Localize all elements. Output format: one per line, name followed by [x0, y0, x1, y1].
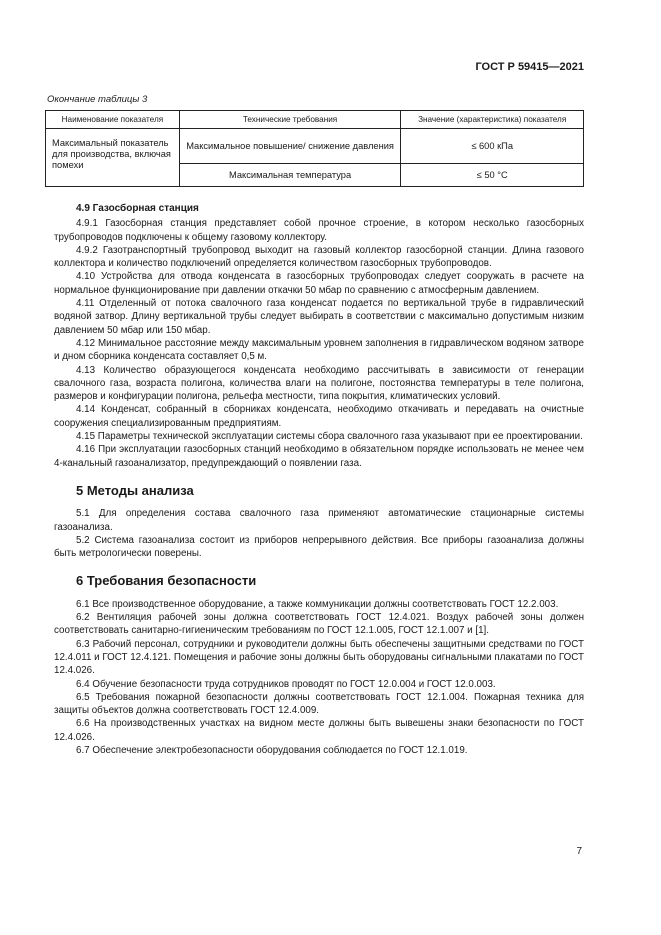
value-cell: ≤ 50 °С: [401, 164, 584, 187]
column-header-indicator: Наименование показателя: [46, 111, 180, 129]
paragraph: 6.5 Требования пожарной безопасности должны соответствовать ГОСТ 12.1.004. Пожарная техника для защиты объектов должна соответствовать ГОСТ 12.4.009.: [54, 691, 584, 717]
paragraph: 6.6 На производственных участках на видном месте должны быть вывешены знаки безопасности по ГОСТ 12.4.026.: [54, 718, 584, 743]
indicator-cell: Максимальный показатель для производства, включая помехи: [46, 129, 180, 187]
paragraph: 4.15 Параметры технической эксплуатации системы сбора свалочного газа указывают при ее проектировании.: [76, 431, 583, 443]
paragraph: 4.12 Минимальное расстояние между максимальным уровнем заполнения в гидравлическом водяном затворе и дном сборника конденсата составляет 0,5 м.: [54, 337, 584, 363]
requirements-table: [45, 110, 584, 187]
requirement-cell: Максимальное повышение/ снижение давления: [179, 129, 401, 164]
column-header-value: Значение (характеристика) показателя: [401, 111, 584, 129]
section-heading: 4.9 Газосборная станция: [76, 203, 199, 214]
table-header-row: [46, 111, 584, 129]
paragraph: 4.11 Отделенный от потока свалочного газа конденсат подается по вертикальной трубе в гидравлический водяной затвор. Длину вертикальной трубы следует выбирать в соответствии с максимально допустимым низким давлением 50 мбар или 150 мбар.: [54, 298, 584, 336]
paragraph: 6.2 Вентиляция рабочей зоны должна соответствовать ГОСТ 12.4.021. Воздух рабочей зоны должен соответствовать санитарно-гигиеническим требованиям по ГОСТ 12.1.005, ГОСТ 12.1.007 и [1].: [54, 612, 584, 637]
section-heading: 5 Методы анализа: [76, 482, 194, 498]
paragraph: 4.10 Устройства для отвода конденсата в газосборных трубопроводах следует сооружать в расчете на нормальное функционирование при давлении откачки 50 мбар по сравнению с атмосферным давлением.: [54, 271, 584, 296]
table-row: [46, 129, 584, 164]
page-number: 7: [576, 846, 582, 857]
paragraph: 4.9.1 Газосборная станция представляет собой прочное строение, в котором несколько газосборных трубопроводов подключены к общему газовому коллектору.: [54, 218, 584, 243]
paragraph: 4.13 Количество образующегося конденсата необходимо рассчитывать в зависимости от генерации свалочного газа, возраста полигона, количества влаги на полигоне, постоянства температуры в теле полигона, размеров и конфигурации полигона, рельефа местности, типа покрытия, климатических условий.: [54, 364, 584, 403]
paragraph: 6.3 Рабочий персонал, сотрудники и руководители должны быть обеспечены защитными средствами по ГОСТ 12.4.011 и ГОСТ 12.4.121. Помещения и рабочие зоны должны быть оборудованы сигнальными плакатами по ГОСТ 12.4.026.: [54, 638, 584, 677]
table-caption: Окончание таблицы 3: [47, 94, 148, 105]
paragraph: 5.1 Для определения состава свалочного газа применяют автоматические стационарные системы газоанализа.: [54, 508, 584, 533]
value-cell: ≤ 600 кПа: [401, 129, 584, 164]
paragraph: 5.2 Система газоанализа состоит из приборов непрерывного действия. Все приборы газоанализа должны быть метрологически поверены.: [54, 534, 584, 560]
document-id: ГОСТ Р 59415—2021: [475, 61, 584, 73]
paragraph: 4.14 Конденсат, собранный в сборниках конденсата, необходимо откачивать и передавать на очистные сооружения специализированным предприятиям.: [54, 404, 584, 429]
paragraph: 6.4 Обучение безопасности труда сотрудников проводят по ГОСТ 12.0.004 и ГОСТ 12.0.003.: [76, 678, 496, 690]
document-body: [54, 202, 584, 757]
paragraph: 4.9.2 Газотранспортный трубопровод выходит на газовый коллектор газосборной станции. Длина газового коллектора и количество подключений определяется количеством газосборных трубопроводов.: [54, 244, 584, 270]
paragraph: 4.16 При эксплуатации газосборных станций необходимо в обязательном порядке использовать не менее чем 4-канальный газоанализатор, предупреждающий о появлении газа.: [54, 444, 584, 469]
paragraph: 6.1 Все производственное оборудование, а также коммуникации должны соответствовать ГОСТ 12.2.003.: [76, 598, 559, 610]
section-heading: 6 Требования безопасности: [76, 573, 257, 589]
column-header-requirement: Технические требования: [179, 111, 401, 129]
requirement-cell: Максимальная температура: [179, 164, 401, 187]
paragraph: 6.7 Обеспечение электробезопасности оборудования соблюдается по ГОСТ 12.1.019.: [76, 744, 468, 756]
